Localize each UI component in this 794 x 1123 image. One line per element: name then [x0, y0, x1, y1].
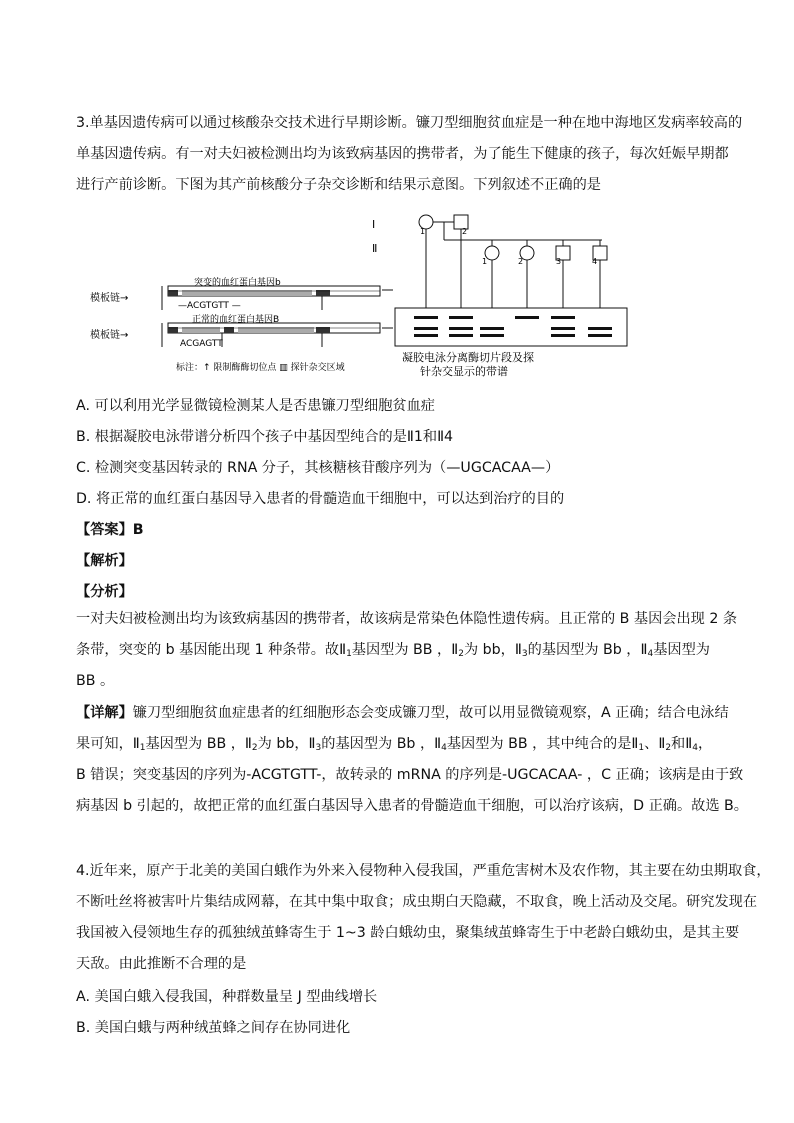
text-line: 4.近年来，原产于北美的美国白蛾作为外来入侵物种入侵我国，严重危害树木及农作物，其主要在幼虫期取食，: [76, 863, 771, 879]
child-1-number: 1: [482, 257, 488, 266]
gel-band: [588, 327, 612, 330]
normal-gene-label: 正常的血红蛋白基因B: [192, 315, 280, 325]
question-4-option-b: B. 美国白蛾与两种绒茧蜂之间存在协同进化: [76, 1020, 351, 1036]
mutant-sequence: —ACGTGTT —: [178, 301, 241, 311]
text-line: 一对夫妇被检测出均为该致病基因的携带者，故该病是常染色体隐性遗传病。且正常的 B 基因会出现 2 条: [76, 611, 738, 627]
text-line: 我国被入侵领地生存的孤独绒茧蜂寄生于 1~3 龄白蛾幼虫，聚集绒茧蜂寄生于中老龄白蛾幼虫，是其主要: [76, 925, 740, 941]
child-1-symbol: [485, 246, 499, 260]
explanation-label: 【解析】: [76, 553, 133, 569]
subscript: 2: [665, 743, 672, 753]
subscript: 2: [458, 649, 464, 659]
question-3-option-d: D. 将正常的血红蛋白基因导入患者的骨髓造血干细胞中，可以达到治疗的目的: [76, 491, 565, 507]
parent-2-number: 2: [462, 227, 468, 236]
question-3-option-b: B. 根据凝胶电泳带谱分析四个孩子中基因型纯合的是Ⅱ1和Ⅱ4: [76, 429, 454, 445]
analysis-paragraph: [76, 604, 738, 697]
detail-paragraph: [76, 698, 748, 822]
text-run: 基因型为 BB ，Ⅱ: [145, 736, 252, 752]
text-line: [76, 698, 729, 729]
child-4-number: 4: [592, 257, 598, 266]
hybridization-figure: [90, 210, 690, 380]
gel-band: [551, 334, 575, 337]
text-run: ，: [697, 736, 713, 752]
text-run: 、Ⅱ: [644, 736, 666, 752]
gel-band: [449, 316, 473, 319]
gel-band: [480, 334, 504, 337]
text-run: 为 bb，Ⅱ: [257, 736, 316, 752]
template-strand-label-1: 模板链→: [90, 293, 129, 304]
detail-label: 【详解】: [76, 705, 133, 721]
subscript: 4: [441, 743, 447, 753]
gel-band: [449, 327, 473, 330]
subscript: 1: [346, 649, 352, 659]
subscript: 1: [139, 743, 146, 753]
text-run: 的基因型为 Bb ，Ⅱ: [527, 642, 648, 658]
generation-2-label: Ⅱ: [372, 242, 378, 255]
figure-svg: [90, 210, 690, 380]
text-run: 果可知，Ⅱ: [76, 736, 140, 752]
text-line: 单基因遗传病。有一对夫妇被检测出均为该致病基因的携带者，为了能生下健康的孩子，每次妊娠早期都: [76, 146, 729, 162]
subscript: 4: [647, 649, 654, 659]
child-3-number: 3: [556, 257, 562, 266]
text-line: [76, 635, 726, 666]
text-run: 为 bb，Ⅱ: [463, 642, 522, 658]
answer-label: 【答案】B: [76, 522, 144, 538]
text-run: 镰刀型细胞贫血症患者的红细胞形态会变成镰刀型，故可以用显微镜观察，A 正确；结合电泳结: [132, 705, 729, 721]
gel-caption-line-1: 凝胶电泳分离酶切片段及探: [402, 351, 534, 364]
text-run: 和Ⅱ: [671, 736, 693, 752]
subscript: 4: [692, 743, 698, 753]
gel-lane-empty: [480, 316, 504, 319]
text-line: 不断吐丝将被害叶片集结成网幕，在其中集中取食；成虫期白天隐藏，不取食，晚上活动及交尾。研究发现在: [76, 894, 758, 910]
mutant-gene-label: 突变的血红蛋白基因b: [194, 278, 281, 288]
gel-band: [449, 334, 473, 337]
child-2-number: 2: [518, 257, 524, 266]
text-line: 病基因 b 引起的，故把正常的血红蛋白基因导入患者的骨髓造血干细胞，可以治疗该病，D 正确。故选 B。: [76, 798, 748, 814]
gel-band: [414, 327, 438, 330]
figure-legend: 标注：↑ 限制酶酶切位点 ▥ 探针杂交区域: [176, 363, 345, 373]
text-line: B 错误；突变基因的序列为-ACGTGTT-，故转录的 mRNA 的序列是-UGCACAA- ，C 正确；该病是由于致: [76, 767, 744, 783]
text-line: 3.单基因遗传病可以通过核酸杂交技术进行早期诊断。镰刀型细胞贫血症是一种在地中海地区发病率较高的: [76, 115, 743, 131]
gel-band: [414, 316, 438, 319]
question-3-option-a: A. 可以利用光学显微镜检测某人是否患镰刀型细胞贫血症: [76, 398, 435, 414]
gel-band: [480, 327, 504, 330]
text-run: 的基因型为 Bb ，Ⅱ: [321, 736, 442, 752]
gel-caption-line-2: 针杂交显示的带谱: [420, 365, 508, 378]
parent-1-number: 1: [420, 227, 426, 236]
gel-band: [551, 316, 575, 319]
text-line: 进行产前诊断。下图为其产前核酸分子杂交诊断和结果示意图。下列叙述不正确的是: [76, 177, 601, 193]
text-line: 天敌。由此推断不合理的是: [76, 956, 247, 972]
text-line: [76, 729, 726, 760]
gel-band: [515, 316, 539, 319]
question-3-stem: [76, 108, 743, 201]
text-run: 条带，突变的 b 基因能出现 1 种条带。故Ⅱ: [76, 642, 347, 658]
subscript: 3: [521, 649, 528, 659]
question-3-option-c: C. 检测突变基因转录的 RNA 分子，其核糖核苷酸序列为（—UGCACAA—）: [76, 460, 560, 476]
text-run: 基因型为 BB ，其中纯合的是Ⅱ: [446, 736, 639, 752]
normal-sequence: ACGAGTT: [180, 339, 223, 349]
subscript: 1: [638, 743, 645, 753]
question-4-option-a: A. 美国白蛾入侵我国，种群数量呈 J 型曲线增长: [76, 989, 378, 1005]
analysis-label: 【分析】: [76, 584, 133, 600]
text-run: 基因型为: [653, 642, 710, 658]
gel-band: [414, 334, 438, 337]
gel-lane-empty: [588, 316, 612, 319]
generation-1-label: Ⅰ: [372, 218, 376, 231]
gel-band: [588, 334, 612, 337]
question-4-stem: [76, 856, 771, 980]
text-run: 基因型为 BB ，Ⅱ: [351, 642, 459, 658]
subscript: 2: [251, 743, 258, 753]
text-line: BB 。: [76, 673, 115, 689]
subscript: 3: [315, 743, 322, 753]
gel-band: [551, 327, 575, 330]
template-strand-label-2: 模板链→: [90, 330, 129, 341]
